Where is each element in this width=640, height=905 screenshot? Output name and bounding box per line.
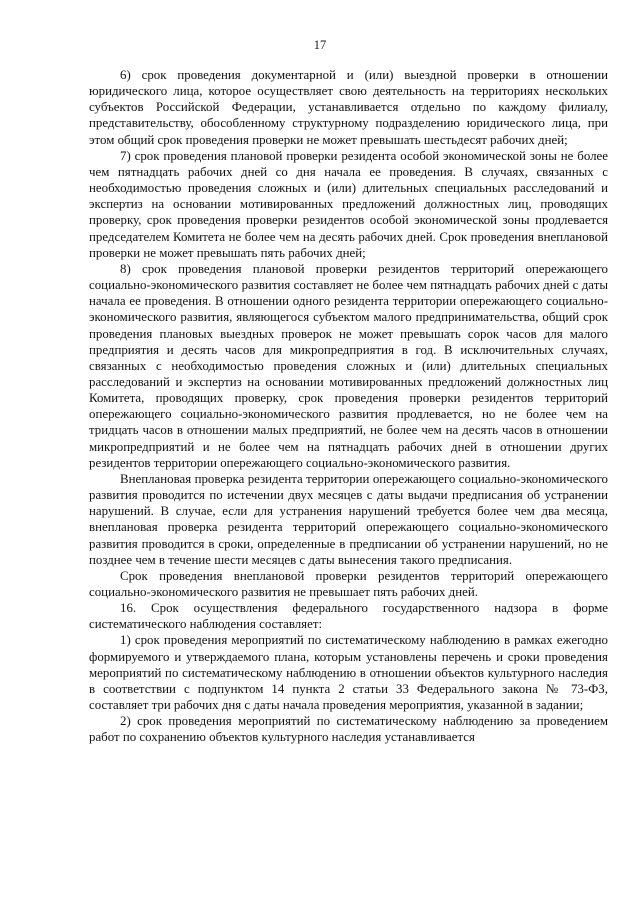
paragraph-section-16: 16. Срок осуществления федерального государственного надзора в форме систематического наблюдения составляет: — [89, 601, 608, 632]
paragraph-item-6: 6) срок проведения документарной и (или) выездной проверки в отношении юридического лица, которое осуществляет свою деятельность на территориях нескольких субъектов Российской Федерации, устанавливается отдельно по каждому филиалу, представительству, обособленному структурному подразделению юридического лица, при этом общий срок проведения проверки не может превышать шестьдесят рабочих дней; — [89, 68, 608, 147]
paragraph-item-7: 7) срок проведения плановой проверки резидента особой экономической зоны не более чем пятнадцать рабочих дней со дня начала ее проведения. В случаях, связанных с необходимостью проведения сложных и (или) длительных специальных расследований и экспертиз на основании мотивированных предложений должностных лиц, проводящих проверку, срок проведения проверки резидентов особой экономической зоны продлевается председателем Комитета не более чем на десять рабочих дней. Срок проведения внеплановой проверки не может превышать пять рабочих дней; — [89, 148, 608, 260]
document-body — [89, 67, 608, 746]
paragraph-item-2: 2) срок проведения мероприятий по систематическому наблюдению за проведением работ по сохранению объектов культурного наследия устанавливается — [89, 714, 608, 745]
paragraph-item-1: 1) срок проведения мероприятий по систематическому наблюдению в рамках ежегодно формируемого и утверждаемого плана, которым установлены перечень и сроки проведения мероприятий по систематическому наблюдению в отношении объектов культурного наследия в соответствии с подпунктом 14 пункта 2 статьи 33 Федерального закона № 73-ФЗ, составляет три рабочих дня с даты начала проведения мероприятия, указанной в задании; — [89, 633, 608, 713]
paragraph-unscheduled-term: Срок проведения внеплановой проверки резидентов территорий опережающего социально-экономического развития не превышает пять рабочих дней. — [89, 568, 608, 599]
paragraph-unscheduled-inspection: Внеплановая проверка резидента территории опережающего социально-экономического развития проводится по истечении двух месяцев с даты выдачи предписания об устранении нарушений. В случае, если для устранения нарушений требуется более чем два месяца, внеплановая проверка резидента территорий опережающего социально-экономического развития проводится в сроки, определенные в предписании об устранении нарушений, но не позднее чем в течение шести месяцев с даты вынесения такого предписания. — [89, 471, 608, 567]
page-number: 17 — [313, 38, 327, 52]
paragraph-item-8: 8) срок проведения плановой проверки резидентов территорий опережающего социально-экономического развития составляет не более чем пятнадцать рабочих дней с даты начала ее проведения. В отношении одного резидента территории опережающего социально-экономического развития, являющегося субъектом малого предпринимательства, общий срок проведения плановых выездных проверок не может превышать сорок часов для малого предприятия и десять часов для микропредприятия в год. В исключительных случаях, связанных с необходимостью проведения сложных и (или) длительных специальных расследований и экспертиз на основании мотивированных предложений должностных лиц Комитета, проводящих проверку, срок проведения проверки резидентов территорий опережающего социально-экономического развития продлевается, но не более чем на тридцать часов в отношении малых предприятий, не более чем на десять часов в отношении микропредприятий и не более чем на пятнадцать рабочих дней в отношении других резидентов территории опережающего социально-экономического развития. — [89, 261, 608, 470]
